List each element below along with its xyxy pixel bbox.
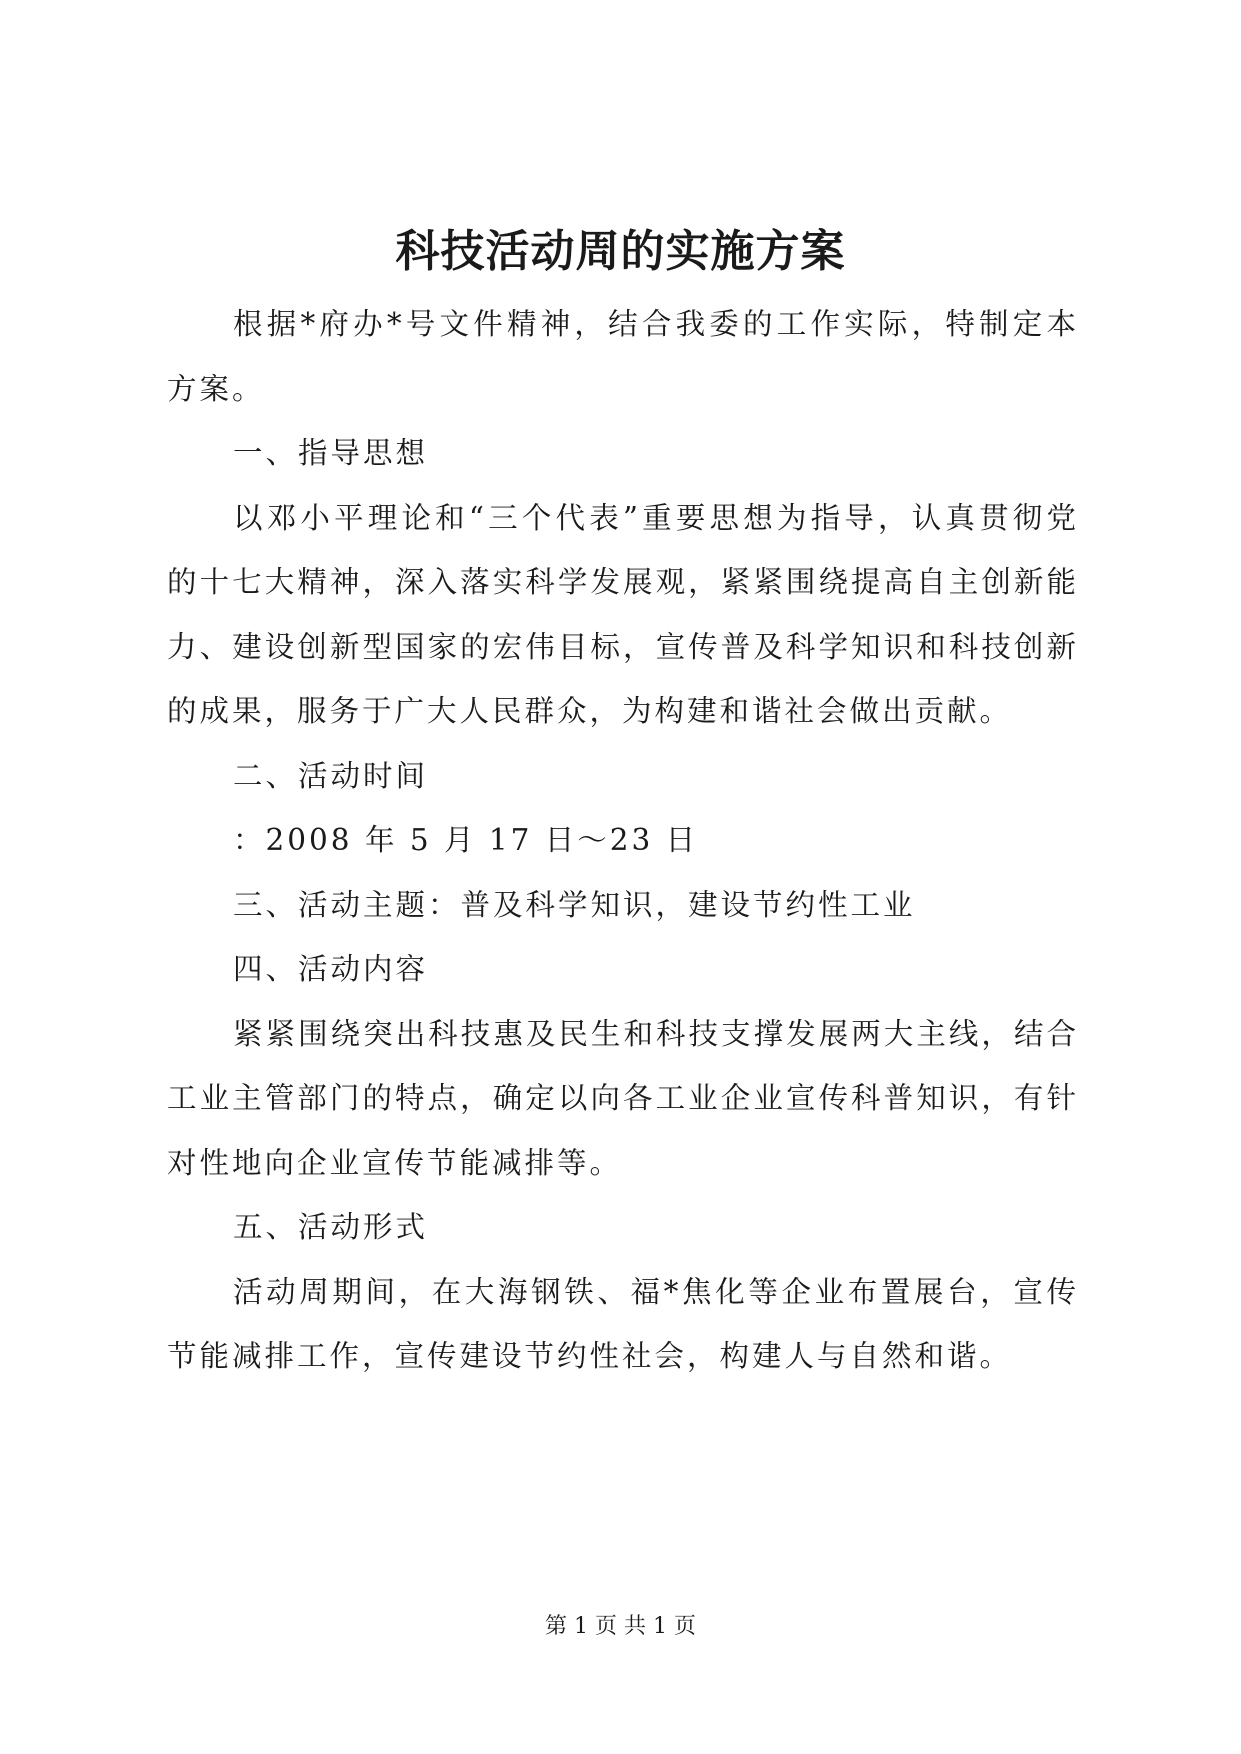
paragraph-intro: 根据*府办*号文件精神，结合我委的工作实际，特制定本方案。 [167, 307, 1079, 406]
paragraph-activity-content: 紧紧围绕突出科技惠及民生和科技支撑发展两大主线，结合工业主管部门的特点，确定以向各工业企业宣传科普知识，有针对性地向企业宣传节能减排等。 [167, 1016, 1079, 1180]
paragraph-guiding-ideology: 以邓小平理论和“三个代表”重要思想为指导，认真贯彻党的十七大精神，深入落实科学发展观，紧紧围绕提高自主创新能力、建设创新型国家的宏伟目标，宣传普及科学知识和科技创新的成果，服务于广大人民群众，为构建和谐社会做出贡献。 [167, 500, 1079, 728]
heading-activity-form: 五、活动形式 [233, 1210, 429, 1244]
heading-guiding-ideology: 一、指导思想 [233, 436, 429, 470]
paragraph-activity-time: ：2008 年 5 月 17 日～23 日 [233, 823, 699, 857]
heading-activity-theme: 三、活动主题：普及科学知识，建设节约性工业 [233, 887, 916, 922]
paragraph-activity-form: 活动周期间，在大海钢铁、福*焦化等企业布置展台，宣传节能减排工作，宣传建设节约性社会，构建人与自然和谐。 [167, 1274, 1079, 1373]
document-title: 科技活动周的实施方案 [395, 226, 846, 277]
heading-activity-time: 二、活动时间 [233, 758, 429, 793]
page-footer: 第 1 页 共 1 页 [545, 1614, 696, 1639]
document-body [167, 292, 1079, 1389]
heading-activity-content: 四、活动内容 [233, 952, 429, 986]
